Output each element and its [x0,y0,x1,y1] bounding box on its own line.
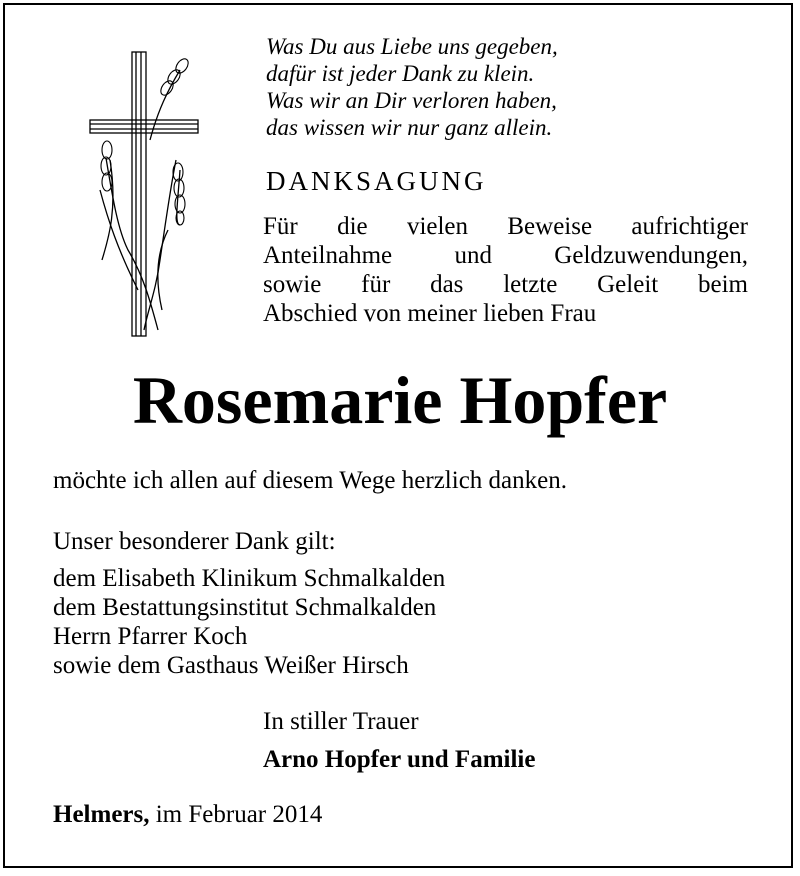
thanks-line: Anteilnahme und Geldzuwendungen, [263,242,748,269]
closing-thanks: möchte ich allen auf diesem Wege herzlich danken. [53,467,567,494]
thanks-line: sowie für das letzte Geleit beim [263,271,748,298]
special-thanks-intro: Unser besonderer Dank gilt: [53,528,336,555]
special-thanks-item: sowie dem Gasthaus Weißer Hirsch [53,652,409,679]
place-date [53,800,322,829]
special-thanks-item: Herrn Pfarrer Koch [53,623,248,650]
thanks-line: Für die vielen Beweise aufrichtiger [263,213,748,240]
thanks-line: Abschied von meiner lieben Frau [263,300,597,327]
poem [266,33,558,141]
date: im Februar 2014 [155,801,323,828]
thanks-text [263,212,748,328]
poem-line: das wissen wir nur ganz allein. [266,115,553,140]
deceased-name: Rosemarie Hopfer [132,362,668,438]
mourning-line: In stiller Trauer [263,708,419,735]
family-signature: Arno Hopfer und Familie [263,746,536,773]
poem-line: dafür ist jeder Dank zu klein. [266,61,535,86]
poem-line: Was Du aus Liebe uns gegeben, [266,34,558,59]
special-thanks-item: dem Elisabeth Klinikum Schmalkalden [53,565,446,592]
place: Helmers, [53,801,150,828]
heading: DANKSAGUNG [266,166,487,196]
cross-with-wheat-icon [88,50,203,340]
special-thanks-item: dem Bestattungsinstitut Schmalkalden [53,594,437,621]
poem-line: Was wir an Dir verloren haben, [266,88,557,113]
